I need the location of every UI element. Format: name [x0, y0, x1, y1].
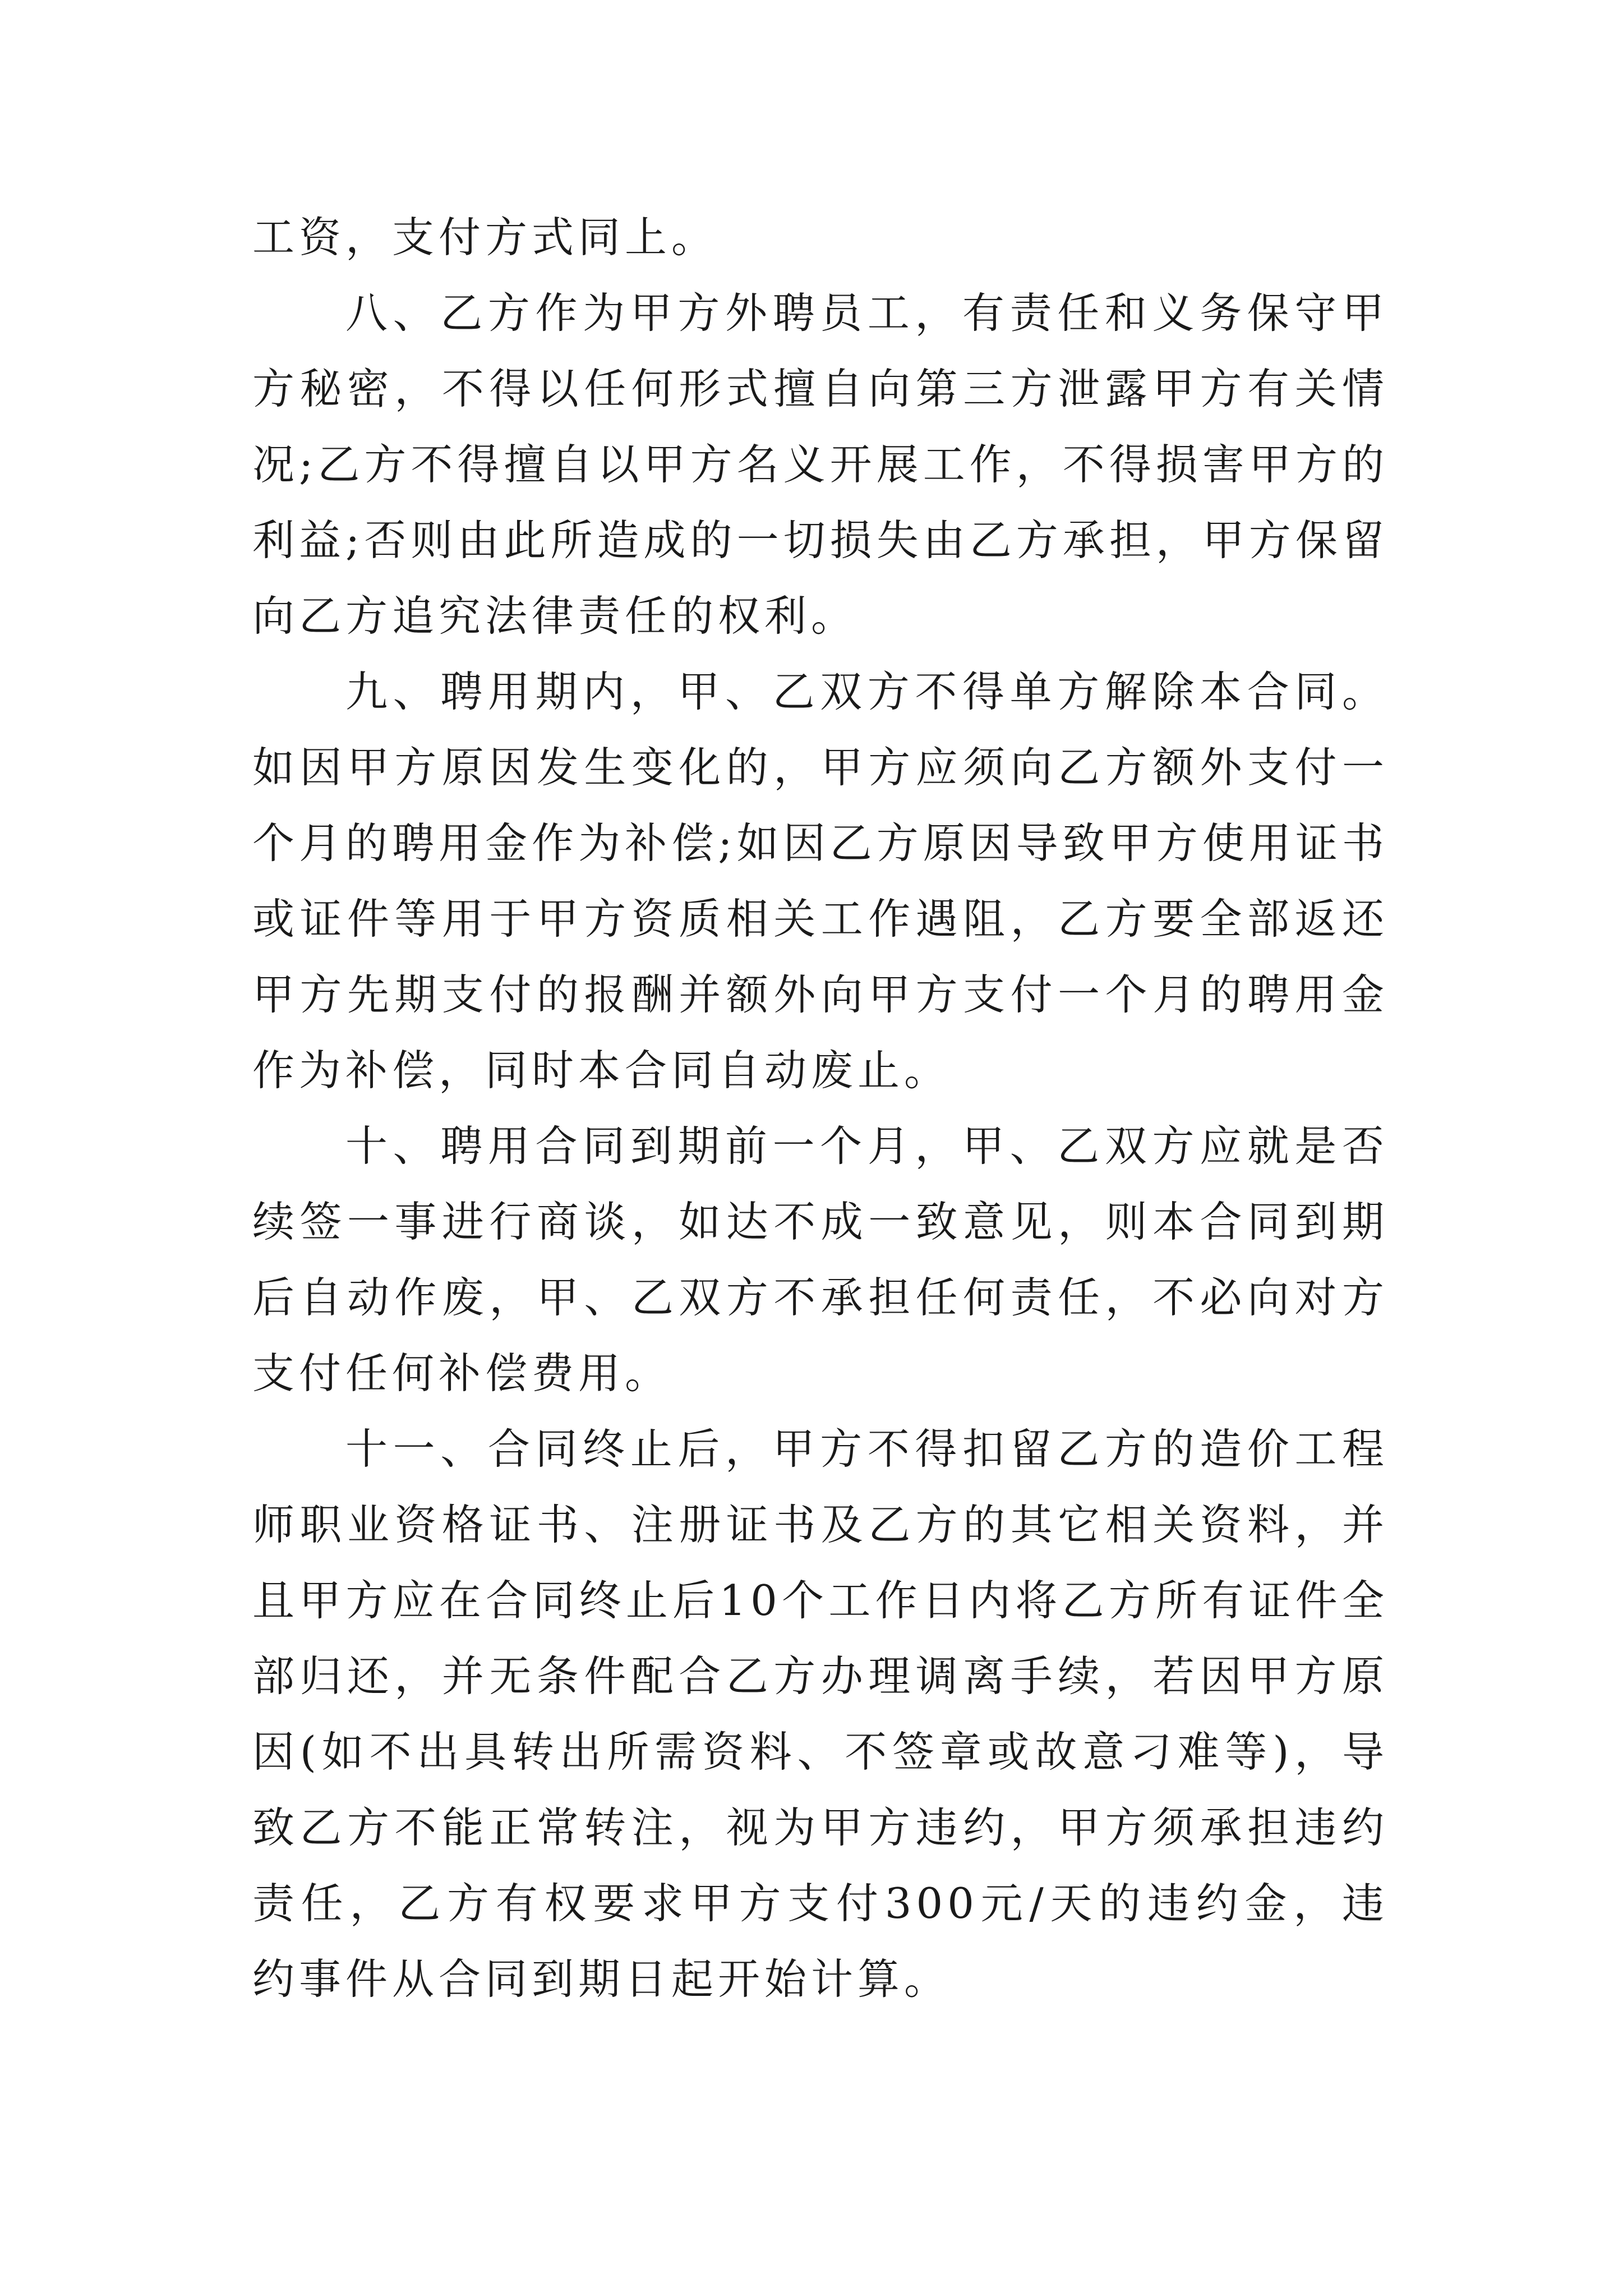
- paragraph-clause-10: 十、聘用合同到期前一个月，甲、乙双方应就是否续签一事进行商谈，如达不成一致意见，则本合同到期后自动作废，甲、乙双方不承担任何责任，不必向对方支付任何补偿费用。: [252, 1121, 1389, 1398]
- paragraph-wage-payment: 工资，支付方式同上。: [252, 213, 718, 262]
- paragraph-clause-9: 九、聘用期内，甲、乙双方不得单方解除本合同。如因甲方原因发生变化的，甲方应须向乙方额外支付一个月的聘用金作为补偿;如因乙方原因导致甲方使用证书或证件等用于甲方资质相关工作遇阻，乙方要全部返还甲方先期支付的报酬并额外向甲方支付一个月的聘用金作为补偿，同时本合同自动废止。: [252, 667, 1389, 1095]
- paragraph-clause-11: 十一、合同终止后，甲方不得扣留乙方的造价工程师职业资格证书、注册证书及乙方的其它相关资料，并且甲方应在合同终止后10个工作日内将乙方所有证件全部归还，并无条件配合乙方办理调离手续，若因甲方原因(如不出具转出所需资料、不签章或故意刁难等)，导致乙方不能正常转注，视为甲方违约，甲方须承担违约责任，乙方有权要求甲方支付300元/天的违约金，违约事件从合同到期日起开始计算。: [252, 1424, 1389, 2004]
- contract-body: [252, 200, 1389, 2017]
- paragraph-clause-8: 八、乙方作为甲方外聘员工，有责任和义务保守甲方秘密，不得以任何形式擅自向第三方泄露甲方有关情况;乙方不得擅自以甲方名义开展工作，不得损害甲方的利益;否则由此所造成的一切损失由乙方承担，甲方保留向乙方追究法律责任的权利。: [252, 288, 1389, 641]
